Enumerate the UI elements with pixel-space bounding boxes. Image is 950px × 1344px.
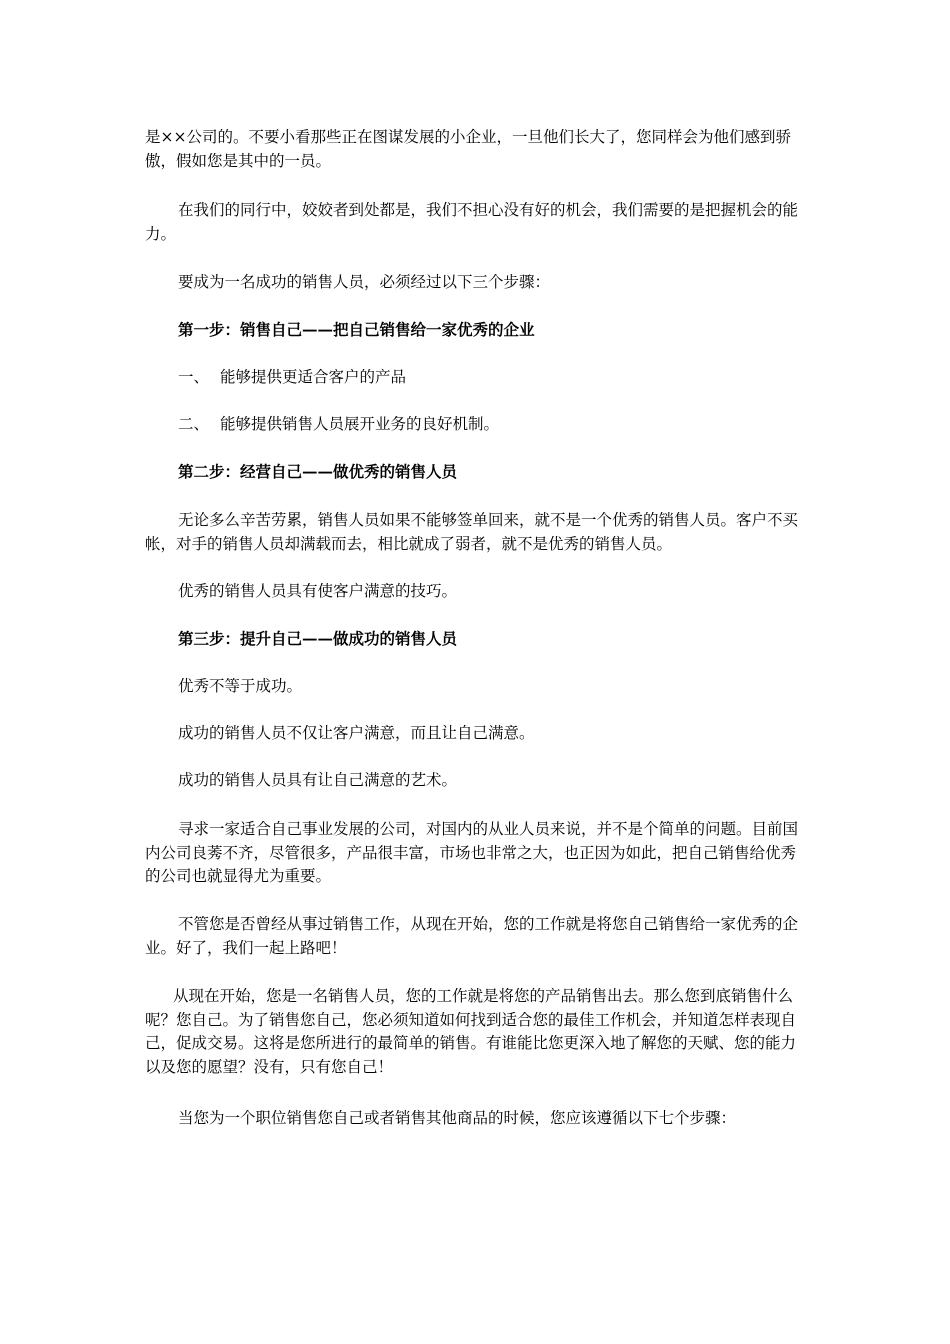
heading-step-one: 第一步：销售自己——把自己销售给一家优秀的企业 bbox=[178, 320, 535, 339]
heading-step-two: 第二步：经营自己——做优秀的销售人员 bbox=[178, 462, 458, 481]
paragraph-three-steps-intro: 要成为一名成功的销售人员，必须经过以下三个步骤： bbox=[178, 273, 551, 291]
paragraph-hard-work: 无论多么辛苦劳累，销售人员如果不能够签单回来，就不是一个优秀的销售人员。客户不买帐，对手的销售人员却满载而去，相比就成了弱者，就不是优秀的销售人员。 bbox=[145, 511, 799, 553]
list-item-one bbox=[178, 366, 406, 390]
list-item-one-number: 一、 bbox=[178, 368, 210, 386]
paragraph-success-satisfaction: 成功的销售人员不仅让客户满意，而且让自己满意。 bbox=[178, 724, 535, 742]
paragraph-success-art: 成功的销售人员具有让自己满意的艺术。 bbox=[178, 771, 458, 789]
paragraph-intro-continuation: 是××公司的。不要小看那些正在图谋发展的小企业，一旦他们长大了，您同样会为他们感到骄傲，假如您是其中的一员。 bbox=[145, 128, 791, 170]
list-item-two bbox=[178, 413, 499, 437]
paragraph-excellent-not-success: 优秀不等于成功。 bbox=[178, 677, 303, 695]
paragraph-customer-satisfaction-skill: 优秀的销售人员具有使客户满意的技巧。 bbox=[178, 582, 458, 600]
paragraph-start-now: 不管您是否曾经从事过销售工作，从现在开始，您的工作就是将您自己销售给一家优秀的企业。好了，我们一起上路吧！ bbox=[145, 915, 799, 957]
list-item-one-text: 能够提供更适合客户的产品 bbox=[220, 368, 407, 386]
list-item-two-number: 二、 bbox=[178, 415, 210, 433]
heading-step-three: 第三步：提升自己——做成功的销售人员 bbox=[178, 629, 458, 648]
paragraph-sell-yourself: 从现在开始，您是一名销售人员，您的工作就是将您的产品销售出去。那么您到底销售什么呢？您自己。为了销售您自己，您必须知道如何找到适合您的最佳工作机会，并知道怎样表现自己，促成交易。这将是您所进行的最简单的销售。有谁能比您更深入地了解您的天赋、您的能力以及您的愿望？没有，只有您自己！ bbox=[145, 987, 797, 1076]
paragraph-find-company: 寻求一家适合自己事业发展的公司，对国内的从业人员来说，并不是个简单的问题。目前国内公司良莠不齐，尽管很多，产品很丰富，市场也非常之大，也正因为如此，把自己销售给优秀的公司也就显得尤为重要。 bbox=[145, 820, 799, 885]
paragraph-seven-steps: 当您为一个职位销售您自己或者销售其他商品的时候，您应该遵循以下七个步骤： bbox=[178, 1109, 737, 1127]
paragraph-peers: 在我们的同行中，姣姣者到处都是，我们不担心没有好的机会，我们需要的是把握机会的能力。 bbox=[145, 201, 799, 243]
list-item-two-text: 能够提供销售人员展开业务的良好机制。 bbox=[220, 415, 500, 433]
